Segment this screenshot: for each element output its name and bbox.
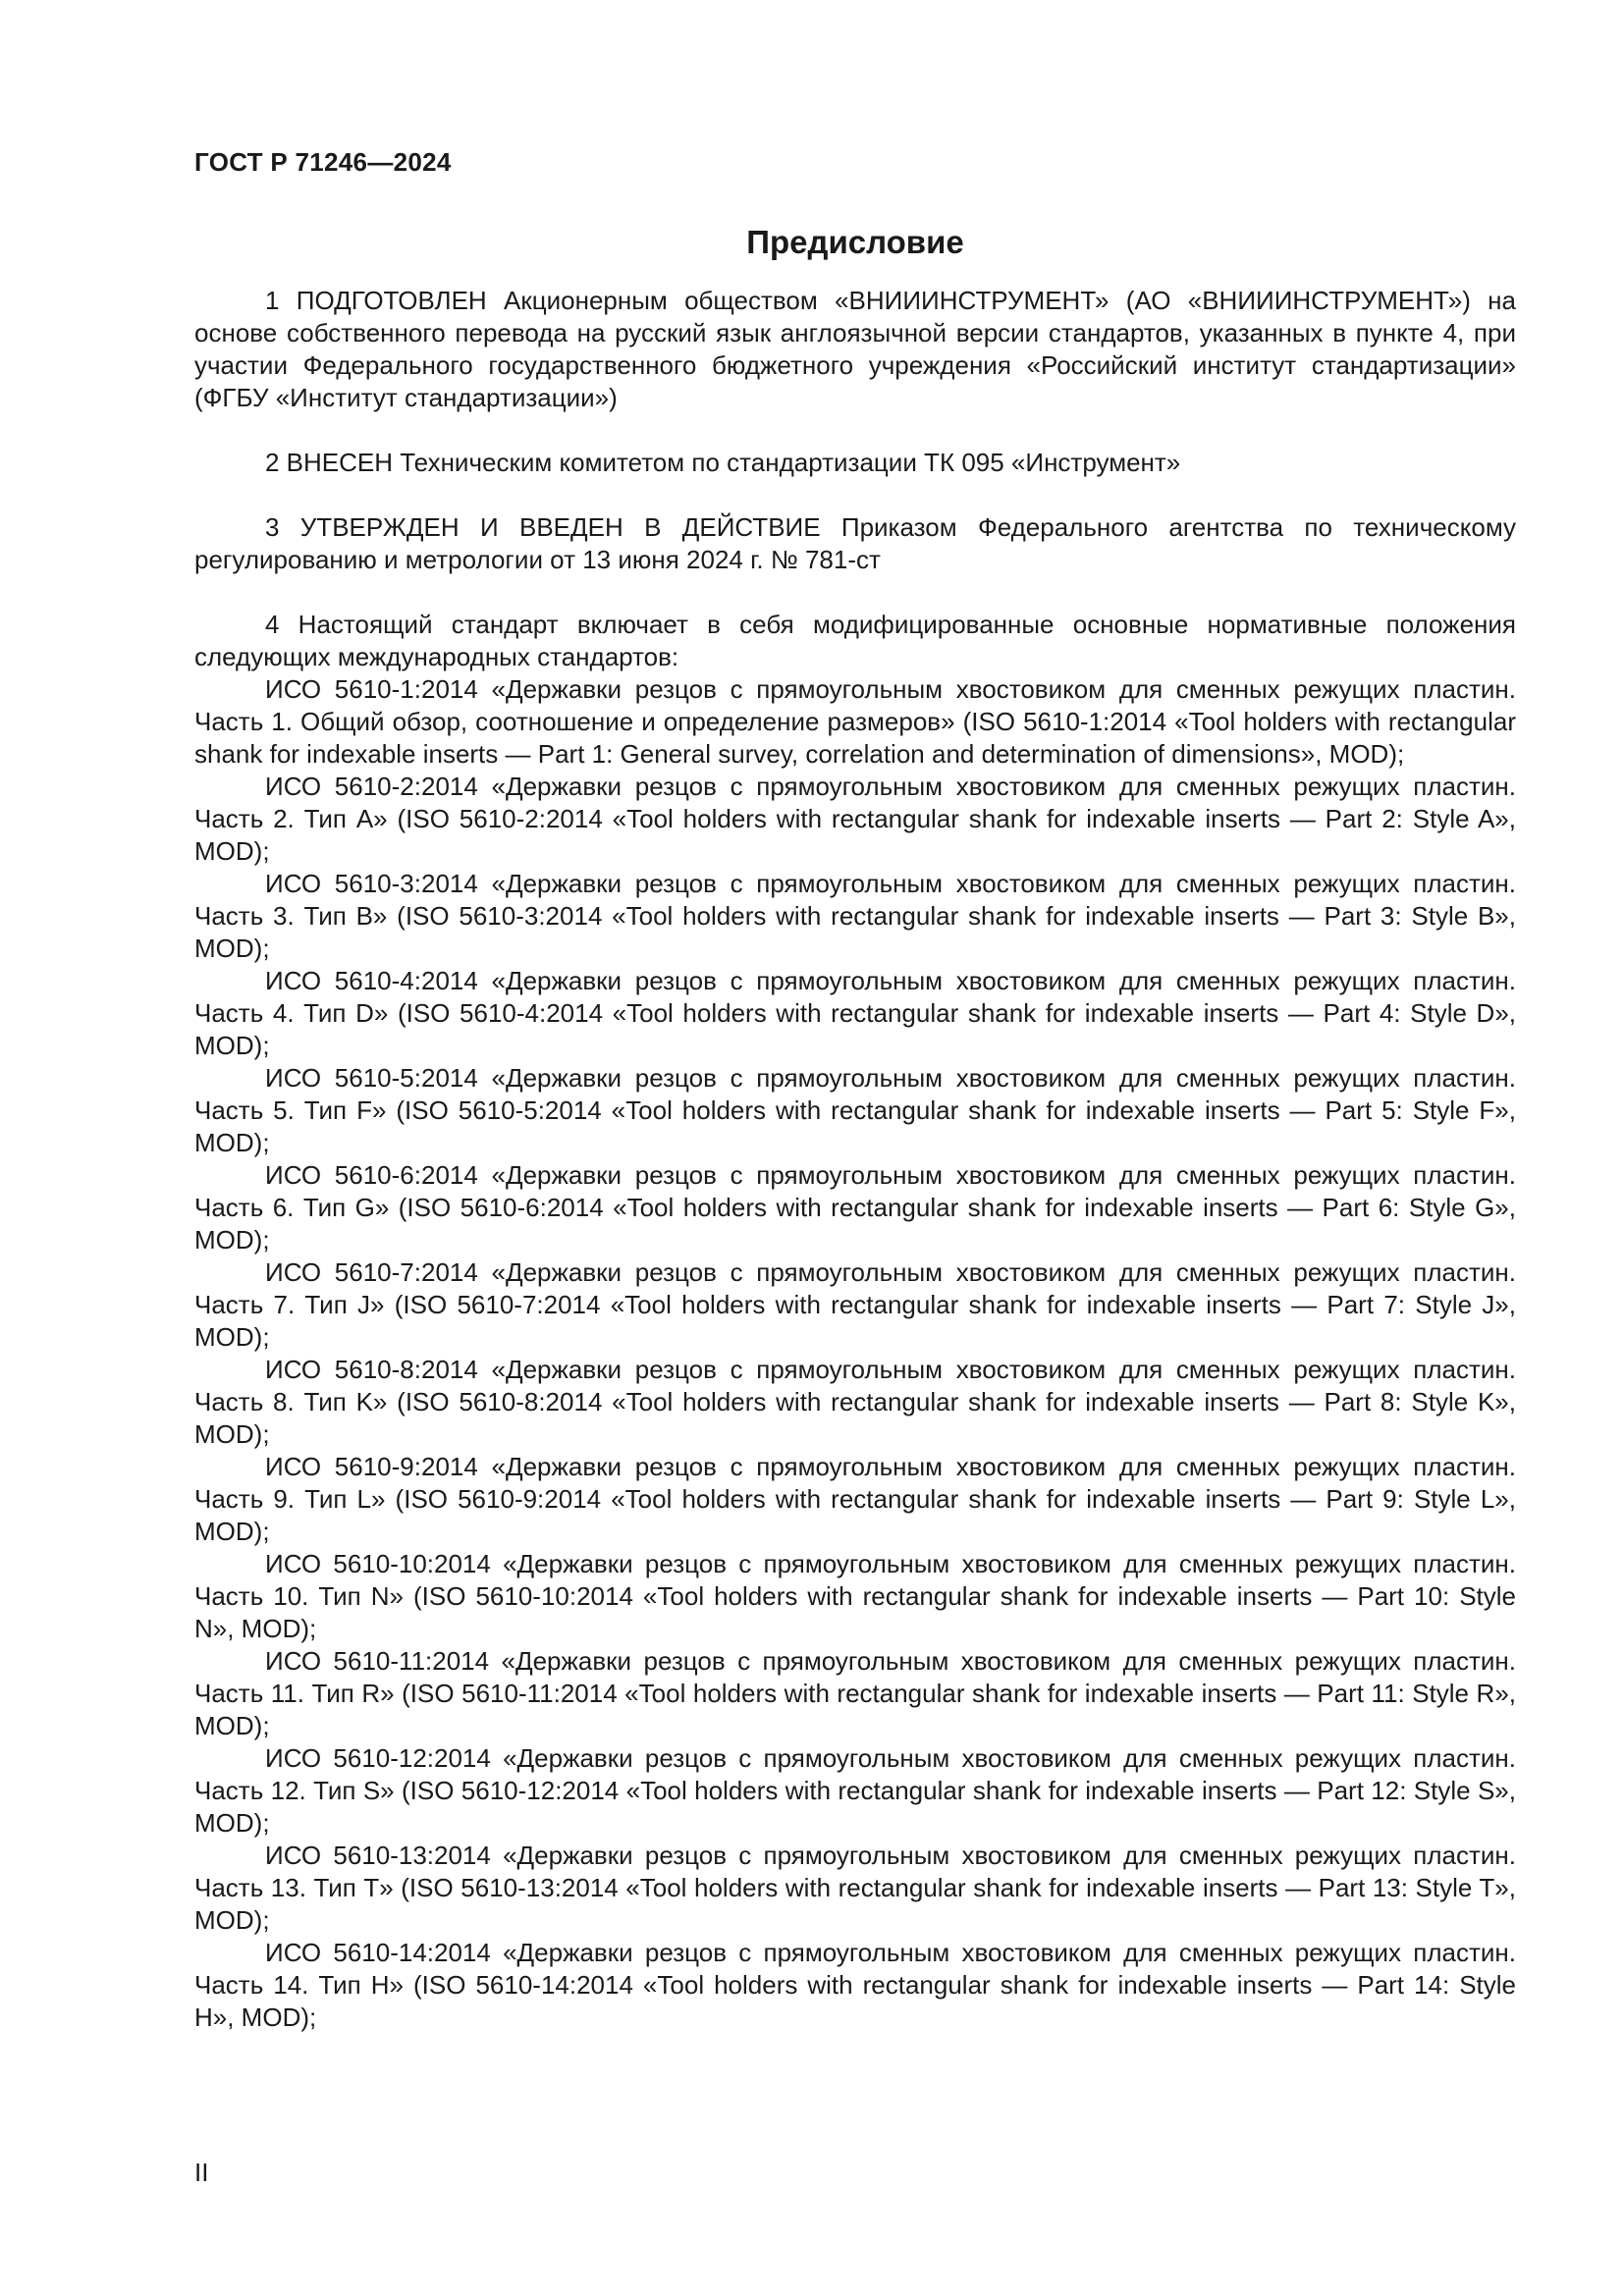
reference-item: ИСО 5610-4:2014 «Державки резцов с прямоугольным хвостовиком для сменных режущих пластин. Часть 4. Тип D» (ISO 5610-4:2014 «Tool holders with rectangular shank for indexable inserts — Part 4: Style D», MOD);: [194, 966, 1516, 1060]
reference-item: ИСО 5610-14:2014 «Державки резцов с прямоугольным хвостовиком для сменных режущих пластин. Часть 14. Тип H» (ISO 5610-14:2014 «Tool holders with rectangular shank for indexable inserts — Part 14: Style H», MOD);: [194, 1938, 1516, 2032]
reference-item: ИСО 5610-6:2014 «Державки резцов с прямоугольным хвостовиком для сменных режущих пластин. Часть 6. Тип G» (ISO 5610-6:2014 «Tool holders with rectangular shank for indexable inserts — Part 6: Style G», MOD);: [194, 1160, 1516, 1255]
reference-item: ИСО 5610-10:2014 «Державки резцов с прямоугольным хвостовиком для сменных режущих пластин. Часть 10. Тип N» (ISO 5610-10:2014 «Tool holders with rectangular shank for indexable inserts — Part 10: Style N», MOD);: [194, 1549, 1516, 1643]
reference-item: ИСО 5610-2:2014 «Державки резцов с прямоугольным хвостовиком для сменных режущих пластин. Часть 2. Тип A» (ISO 5610-2:2014 «Tool holders with rectangular shank for indexable inserts — Part 2: Style A», MOD);: [194, 772, 1516, 866]
preface-item-3: 3 УТВЕРЖДЕН И ВВЕДЕН В ДЕЙСТВИЕ Приказом Федерального агентства по техническому регулированию и метрологии от 13 июня 2024 г. № 781-ст: [194, 512, 1516, 574]
document-code: ГОСТ Р 71246—2024: [194, 147, 452, 177]
page-title: Предисловие: [746, 224, 964, 260]
reference-item: ИСО 5610-7:2014 «Державки резцов с прямоугольным хвостовиком для сменных режущих пластин. Часть 7. Тип J» (ISO 5610-7:2014 «Tool holders with rectangular shank for indexable inserts — Part 7: Style J», MOD);: [194, 1257, 1516, 1352]
page-number: II: [194, 2158, 209, 2187]
reference-item: ИСО 5610-5:2014 «Державки резцов с прямоугольным хвостовиком для сменных режущих пластин. Часть 5. Тип F» (ISO 5610-5:2014 «Tool holders with rectangular shank for indexable inserts — Part 5: Style F», MOD);: [194, 1063, 1516, 1157]
reference-item: ИСО 5610-13:2014 «Державки резцов с прямоугольным хвостовиком для сменных режущих пластин. Часть 13. Тип T» (ISO 5610-13:2014 «Tool holders with rectangular shank for indexable inserts — Part 13: Style T», MOD);: [194, 1841, 1516, 1935]
reference-item: ИСО 5610-3:2014 «Державки резцов с прямоугольным хвостовиком для сменных режущих пластин. Часть 3. Тип B» (ISO 5610-3:2014 «Tool holders with rectangular shank for indexable inserts — Part 3: Style B», MOD);: [194, 869, 1516, 963]
reference-item: ИСО 5610-12:2014 «Державки резцов с прямоугольным хвостовиком для сменных режущих пластин. Часть 12. Тип S» (ISO 5610-12:2014 «Tool holders with rectangular shank for indexable inserts — Part 12: Style S», MOD);: [194, 1743, 1516, 1838]
preface-item-1: 1 ПОДГОТОВЛЕН Акционерным обществом «ВНИИИНСТРУМЕНТ» (АО «ВНИИИНСТРУМЕНТ») на основе собственного перевода на русский язык англоязычной версии стандартов, указанных в пункте 4, при участии Федерального государственного бюджетного учреждения «Российский институт стандартизации» (ФГБУ «Институт стандартизации»): [194, 286, 1516, 412]
reference-item: ИСО 5610-11:2014 «Державки резцов с прямоугольным хвостовиком для сменных режущих пластин. Часть 11. Тип R» (ISO 5610-11:2014 «Tool holders with rectangular shank for indexable inserts — Part 11: Style R», MOD);: [194, 1646, 1516, 1740]
reference-list: [194, 673, 1516, 2034]
reference-item: ИСО 5610-8:2014 «Державки резцов с прямоугольным хвостовиком для сменных режущих пластин. Часть 8. Тип K» (ISO 5610-8:2014 «Tool holders with rectangular shank for indexable inserts — Part 8: Style K», MOD);: [194, 1355, 1516, 1449]
reference-item: ИСО 5610-9:2014 «Державки резцов с прямоугольным хвостовиком для сменных режущих пластин. Часть 9. Тип L» (ISO 5610-9:2014 «Tool holders with rectangular shank for indexable inserts — Part 9: Style L», MOD);: [194, 1452, 1516, 1546]
preface-item-2: 2 ВНЕСЕН Техническим комитетом по стандартизации ТК 095 «Инструмент»: [265, 448, 1181, 477]
preface-item-4: 4 Настоящий стандарт включает в себя модифицированные основные нормативные положения следующих международных стандартов:: [194, 610, 1516, 671]
preface-body: [194, 285, 1516, 2034]
reference-item: ИСО 5610-1:2014 «Державки резцов с прямоугольным хвостовиком для сменных режущих пластин. Часть 1. Общий обзор, соотношение и определение размеров» (ISO 5610-1:2014 «Tool holders with rectangular shank for indexable inserts — Part 1: General survey, correlation and determination of dimensions», MOD);: [194, 674, 1516, 769]
